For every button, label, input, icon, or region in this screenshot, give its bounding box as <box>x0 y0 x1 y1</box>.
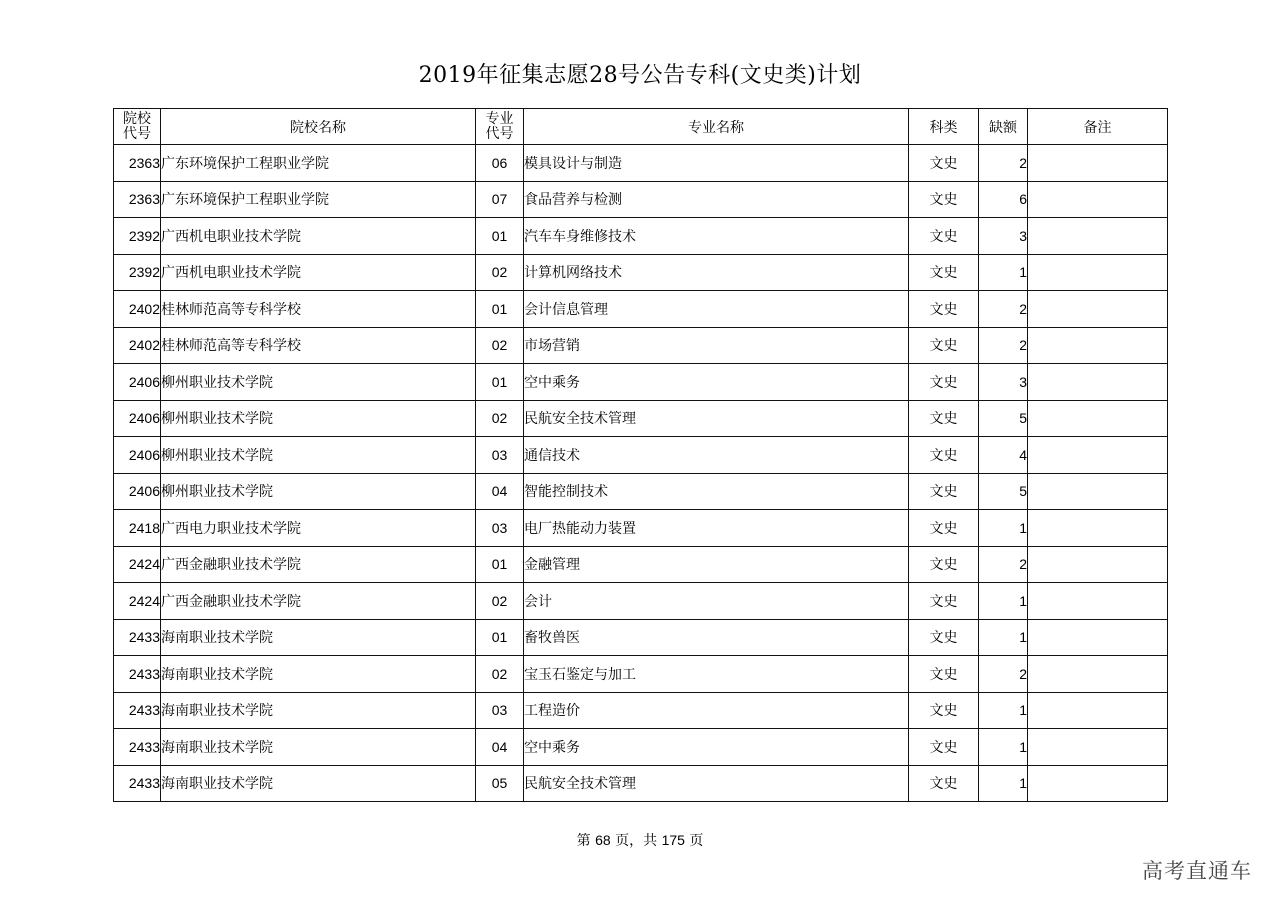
school-code-cell: 2406 <box>114 400 161 437</box>
major-name-cell: 工程造价 <box>524 692 909 729</box>
category-cell: 文史 <box>909 437 979 474</box>
header-category: 科类 <box>909 109 979 145</box>
school-name-cell: 桂林师范高等专科学校 <box>161 291 476 328</box>
remark-cell <box>1028 400 1168 437</box>
table-row <box>114 729 1168 766</box>
major-code-cell: 03 <box>476 692 524 729</box>
vacancy-cell: 2 <box>979 546 1028 583</box>
remark-cell <box>1028 656 1168 693</box>
table-row <box>114 291 1168 328</box>
major-code-cell: 04 <box>476 729 524 766</box>
school-name-cell: 广西机电职业技术学院 <box>161 254 476 291</box>
school-name-cell: 广东环境保护工程职业学院 <box>161 181 476 218</box>
remark-cell <box>1028 254 1168 291</box>
table-row <box>114 145 1168 182</box>
page-title: 2019年征集志愿28号公告专科(文史类)计划 <box>418 63 862 88</box>
school-name-cell: 海南职业技术学院 <box>161 656 476 693</box>
school-name-cell: 广东环境保护工程职业学院 <box>161 145 476 182</box>
school-code-cell: 2402 <box>114 327 161 364</box>
school-code-cell: 2363 <box>114 145 161 182</box>
remark-cell <box>1028 291 1168 328</box>
vacancy-cell: 2 <box>979 327 1028 364</box>
category-cell: 文史 <box>909 510 979 547</box>
table-row <box>114 364 1168 401</box>
category-cell: 文史 <box>909 546 979 583</box>
major-code-cell: 05 <box>476 765 524 802</box>
school-name-cell: 海南职业技术学院 <box>161 692 476 729</box>
major-name-cell: 畜牧兽医 <box>524 619 909 656</box>
category-cell: 文史 <box>909 291 979 328</box>
remark-cell <box>1028 510 1168 547</box>
header-major-code-line2: 代号 <box>485 125 514 142</box>
major-code-cell: 01 <box>476 546 524 583</box>
remark-cell <box>1028 437 1168 474</box>
footer-page-number: 68 <box>595 832 611 848</box>
header-vacancy: 缺额 <box>979 109 1028 145</box>
header-school-name: 院校名称 <box>161 109 476 145</box>
major-name-cell: 金融管理 <box>524 546 909 583</box>
header-school-code <box>114 109 161 145</box>
major-code-cell: 02 <box>476 656 524 693</box>
major-name-cell: 空中乘务 <box>524 729 909 766</box>
major-name-cell: 通信技术 <box>524 437 909 474</box>
school-code-cell: 2402 <box>114 291 161 328</box>
school-code-cell: 2406 <box>114 364 161 401</box>
major-name-cell: 食品营养与检测 <box>524 181 909 218</box>
school-name-cell: 柳州职业技术学院 <box>161 437 476 474</box>
table-row <box>114 400 1168 437</box>
major-name-cell: 民航安全技术管理 <box>524 765 909 802</box>
major-code-cell: 01 <box>476 291 524 328</box>
header-remark: 备注 <box>1028 109 1168 145</box>
category-cell: 文史 <box>909 729 979 766</box>
major-name-cell: 会计 <box>524 583 909 620</box>
school-name-cell: 桂林师范高等专科学校 <box>161 327 476 364</box>
school-code-cell: 2418 <box>114 510 161 547</box>
table-row <box>114 437 1168 474</box>
school-code-cell: 2392 <box>114 254 161 291</box>
school-code-cell: 2406 <box>114 473 161 510</box>
table-row <box>114 327 1168 364</box>
major-name-cell: 汽车车身维修技术 <box>524 218 909 255</box>
category-cell: 文史 <box>909 619 979 656</box>
vacancy-cell: 5 <box>979 473 1028 510</box>
vacancy-cell: 1 <box>979 619 1028 656</box>
vacancy-cell: 1 <box>979 692 1028 729</box>
category-cell: 文史 <box>909 583 979 620</box>
major-name-cell: 市场营销 <box>524 327 909 364</box>
major-code-cell: 07 <box>476 181 524 218</box>
remark-cell <box>1028 765 1168 802</box>
major-name-cell: 会计信息管理 <box>524 291 909 328</box>
school-code-cell: 2392 <box>114 218 161 255</box>
major-name-cell: 空中乘务 <box>524 364 909 401</box>
vacancy-cell: 2 <box>979 656 1028 693</box>
major-name-cell: 民航安全技术管理 <box>524 400 909 437</box>
category-cell: 文史 <box>909 656 979 693</box>
remark-cell <box>1028 546 1168 583</box>
header-major-name: 专业名称 <box>524 109 909 145</box>
school-name-cell: 柳州职业技术学院 <box>161 400 476 437</box>
table-row <box>114 510 1168 547</box>
header-major-code <box>476 109 524 145</box>
table-row <box>114 546 1168 583</box>
school-name-cell: 广西电力职业技术学院 <box>161 510 476 547</box>
remark-cell <box>1028 327 1168 364</box>
major-code-cell: 01 <box>476 619 524 656</box>
major-code-cell: 06 <box>476 145 524 182</box>
remark-cell <box>1028 583 1168 620</box>
major-code-cell: 02 <box>476 327 524 364</box>
remark-cell <box>1028 364 1168 401</box>
school-name-cell: 广西金融职业技术学院 <box>161 583 476 620</box>
school-code-cell: 2433 <box>114 656 161 693</box>
table-row <box>114 181 1168 218</box>
major-code-cell: 01 <box>476 364 524 401</box>
school-code-cell: 2406 <box>114 437 161 474</box>
header-row <box>114 109 1168 145</box>
category-cell: 文史 <box>909 218 979 255</box>
remark-cell <box>1028 145 1168 182</box>
major-code-cell: 03 <box>476 510 524 547</box>
footer-middle: 页，共 <box>615 833 658 849</box>
school-code-cell: 2363 <box>114 181 161 218</box>
school-code-cell: 2433 <box>114 692 161 729</box>
major-code-cell: 04 <box>476 473 524 510</box>
school-name-cell: 海南职业技术学院 <box>161 765 476 802</box>
vacancy-cell: 2 <box>979 291 1028 328</box>
table-row <box>114 619 1168 656</box>
vacancy-cell: 1 <box>979 765 1028 802</box>
major-code-cell: 02 <box>476 583 524 620</box>
footer-prefix: 第 <box>576 833 591 849</box>
major-name-cell: 智能控制技术 <box>524 473 909 510</box>
school-code-cell: 2433 <box>114 729 161 766</box>
major-name-cell: 宝玉石鉴定与加工 <box>524 656 909 693</box>
header-school-code-line2: 代号 <box>123 125 151 142</box>
major-code-cell: 02 <box>476 254 524 291</box>
vacancy-cell: 4 <box>979 437 1028 474</box>
school-name-cell: 柳州职业技术学院 <box>161 364 476 401</box>
table-row <box>114 692 1168 729</box>
header-major-code-line1: 专业 <box>485 110 514 127</box>
major-code-cell: 02 <box>476 400 524 437</box>
vacancy-cell: 1 <box>979 583 1028 620</box>
category-cell: 文史 <box>909 692 979 729</box>
category-cell: 文史 <box>909 181 979 218</box>
plan-table <box>113 108 1168 802</box>
footer-total-pages: 175 <box>661 832 685 848</box>
header-school-code-line1: 院校 <box>123 110 151 127</box>
school-code-cell: 2433 <box>114 619 161 656</box>
vacancy-cell: 3 <box>979 218 1028 255</box>
category-cell: 文史 <box>909 765 979 802</box>
watermark: 高考直通车 <box>1142 859 1252 883</box>
major-name-cell: 计算机网络技术 <box>524 254 909 291</box>
table-row <box>114 656 1168 693</box>
category-cell: 文史 <box>909 254 979 291</box>
table-row <box>114 218 1168 255</box>
category-cell: 文史 <box>909 327 979 364</box>
table-row <box>114 254 1168 291</box>
remark-cell <box>1028 473 1168 510</box>
footer-suffix: 页 <box>689 833 704 849</box>
category-cell: 文史 <box>909 145 979 182</box>
major-code-cell: 03 <box>476 437 524 474</box>
school-name-cell: 广西机电职业技术学院 <box>161 218 476 255</box>
category-cell: 文史 <box>909 364 979 401</box>
vacancy-cell: 1 <box>979 254 1028 291</box>
school-name-cell: 海南职业技术学院 <box>161 729 476 766</box>
remark-cell <box>1028 218 1168 255</box>
major-code-cell: 01 <box>476 218 524 255</box>
vacancy-cell: 1 <box>979 510 1028 547</box>
table-row <box>114 583 1168 620</box>
table-row <box>114 765 1168 802</box>
major-name-cell: 电厂热能动力装置 <box>524 510 909 547</box>
page-footer <box>0 830 1280 850</box>
school-code-cell: 2424 <box>114 583 161 620</box>
remark-cell <box>1028 692 1168 729</box>
major-name-cell: 模具设计与制造 <box>524 145 909 182</box>
school-name-cell: 广西金融职业技术学院 <box>161 546 476 583</box>
vacancy-cell: 1 <box>979 729 1028 766</box>
vacancy-cell: 3 <box>979 364 1028 401</box>
remark-cell <box>1028 619 1168 656</box>
school-name-cell: 海南职业技术学院 <box>161 619 476 656</box>
school-code-cell: 2433 <box>114 765 161 802</box>
table-row <box>114 473 1168 510</box>
school-name-cell: 柳州职业技术学院 <box>161 473 476 510</box>
vacancy-cell: 5 <box>979 400 1028 437</box>
category-cell: 文史 <box>909 400 979 437</box>
category-cell: 文史 <box>909 473 979 510</box>
remark-cell <box>1028 729 1168 766</box>
school-code-cell: 2424 <box>114 546 161 583</box>
remark-cell <box>1028 181 1168 218</box>
vacancy-cell: 6 <box>979 181 1028 218</box>
vacancy-cell: 2 <box>979 145 1028 182</box>
